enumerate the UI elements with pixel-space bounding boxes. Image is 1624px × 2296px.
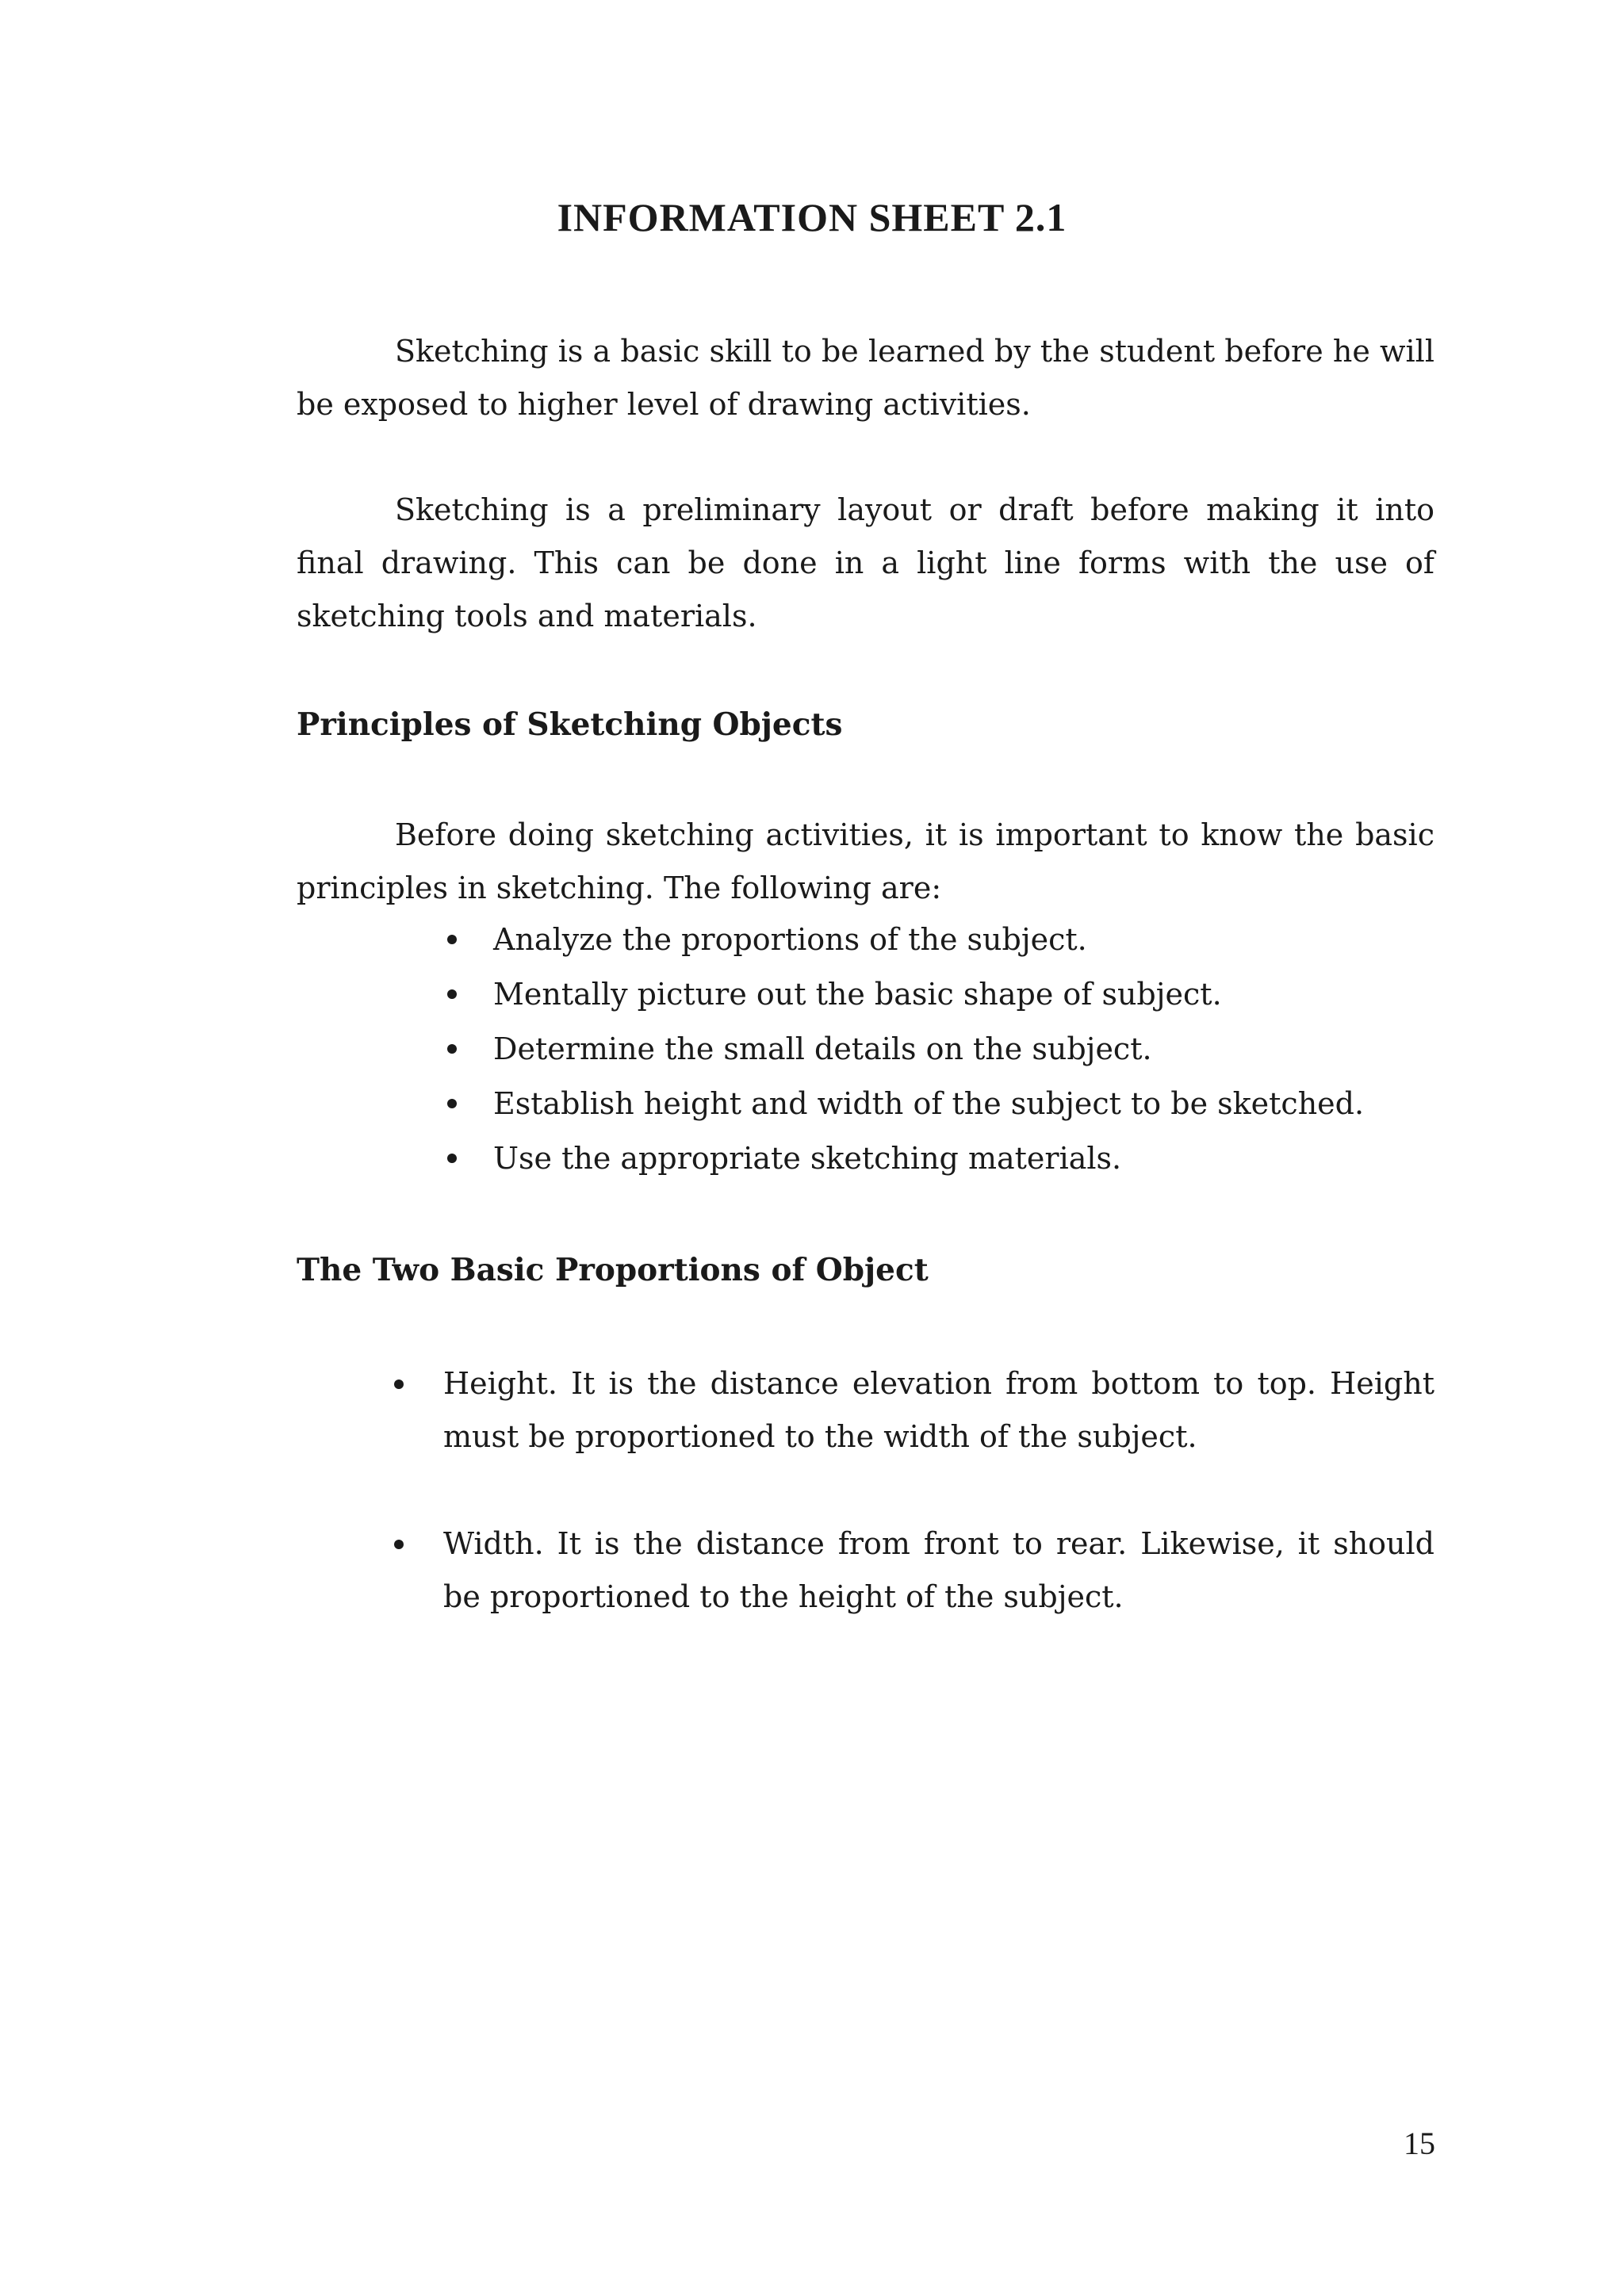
list-item — [444, 916, 1364, 970]
principles-list — [444, 916, 1364, 1189]
list-item-text: Mentally picture out the basic shape of subject. — [493, 977, 1222, 1012]
list-item-text: Analyze the proportions of the subject. — [493, 922, 1087, 957]
list-item — [444, 1025, 1364, 1080]
bullet-icon — [394, 1380, 404, 1389]
intro-paragraph-1-text: Sketching is a basic skill to be learned by the student before he will be exposed to higher level of drawing activities. — [297, 334, 1434, 422]
section-heading-proportions: The Two Basic Proportions of Object — [297, 1252, 929, 1288]
principles-intro-paragraph — [297, 809, 1434, 915]
principles-intro-text: Before doing sketching activities, it is important to know the basic principles in sketching. The following are: — [297, 817, 1434, 905]
bullet-icon — [394, 1540, 404, 1549]
bullet-icon — [447, 1154, 457, 1163]
intro-paragraph-2 — [297, 484, 1434, 643]
intro-paragraph-2-text: Sketching is a preliminary layout or draft before making it into final drawing. This can be done in a light line forms with the use of sketching tools and materials. — [297, 492, 1434, 633]
list-item — [444, 1080, 1364, 1135]
list-item — [444, 970, 1364, 1025]
list-item — [444, 1135, 1364, 1189]
definition-text: Width. It is the distance from front to rear. Likewise, it should be proportioned to the height of the subject. — [443, 1526, 1434, 1614]
definition-item-height — [394, 1357, 1434, 1464]
list-item-text: Establish height and width of the subject to be sketched. — [493, 1086, 1365, 1121]
bullet-icon — [447, 935, 457, 944]
section-heading-principles: Principles of Sketching Objects — [297, 706, 843, 743]
bullet-icon — [447, 1044, 457, 1054]
page-number: 15 — [1404, 2126, 1435, 2161]
list-item-text: Determine the small details on the subject. — [493, 1031, 1152, 1066]
definition-text: Height. It is the distance elevation from bottom to top. Height must be proportioned to the width of the subject. — [443, 1366, 1434, 1454]
list-item-text: Use the appropriate sketching materials. — [493, 1141, 1122, 1176]
page-title: INFORMATION SHEET 2.1 — [557, 195, 1067, 239]
bullet-icon — [447, 1099, 457, 1108]
definition-item-width — [394, 1517, 1434, 1624]
bullet-icon — [447, 989, 457, 999]
intro-paragraph-1 — [297, 325, 1434, 431]
